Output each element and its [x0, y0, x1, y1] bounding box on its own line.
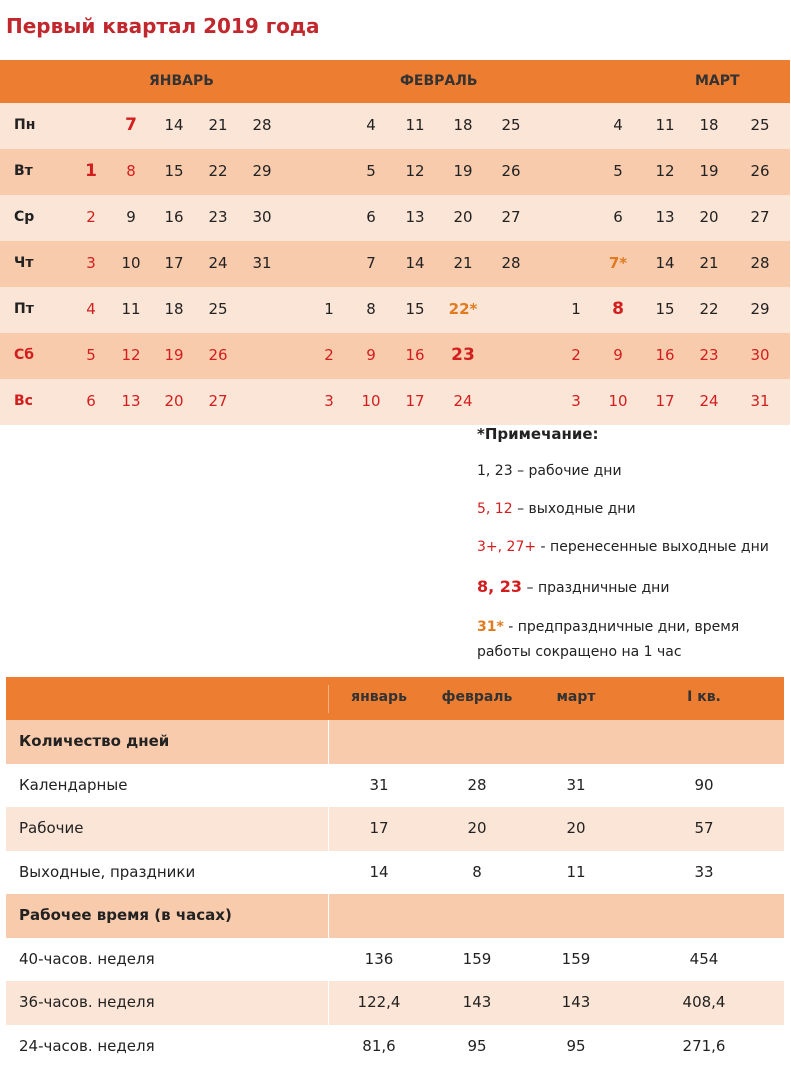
calendar-day: 5 — [613, 162, 623, 180]
calendar-day: 8 — [126, 162, 136, 180]
calendar-day: 20 — [453, 208, 473, 226]
legend-pre-holiday-nums: 31* — [477, 619, 504, 635]
calendar-day: 27 — [501, 208, 521, 226]
summary-cell: 81,6 — [362, 1036, 396, 1055]
page-title: Первый квартал 2019 года — [6, 14, 320, 38]
summary-cell: 20 — [566, 819, 586, 837]
weekday-label: Вс — [14, 393, 33, 409]
legend-weekend-nums: 5, 12 — [477, 501, 513, 517]
summary-row — [6, 981, 784, 1025]
calendar-day: 16 — [655, 346, 675, 364]
legend-working-nums: 1, 23 — [477, 463, 513, 479]
calendar-day: 20 — [699, 208, 719, 226]
calendar-day: 14 — [405, 254, 425, 272]
calendar-day: 9 — [366, 346, 376, 364]
calendar-day: 19 — [453, 162, 473, 180]
calendar-day: 25 — [208, 300, 228, 318]
column-divider — [328, 1025, 329, 1069]
summary-cell: 271,6 — [682, 1036, 726, 1055]
calendar-day: 31 — [750, 392, 770, 410]
legend-pre-holiday — [477, 615, 777, 665]
calendar-day: 23 — [699, 346, 719, 364]
calendar-day: 8 — [612, 299, 624, 319]
calendar-day: 21 — [208, 116, 228, 134]
calendar-day: 31 — [252, 254, 272, 272]
calendar-day: 3 — [86, 254, 96, 272]
summary-section-row — [6, 720, 784, 764]
summary-cell: 408,4 — [682, 993, 726, 1011]
weekday-label: Вт — [14, 163, 33, 179]
summary-row-label: Рабочие — [19, 819, 84, 837]
calendar-day: 22 — [699, 300, 719, 318]
col-march: март — [556, 689, 596, 705]
summary-cell: 95 — [467, 1036, 487, 1055]
calendar-row — [0, 379, 790, 425]
calendar — [0, 60, 790, 425]
legend-heading: *Примечание: — [477, 425, 599, 443]
calendar-day: 15 — [655, 300, 675, 318]
calendar-day: 28 — [252, 116, 272, 134]
calendar-day: 3 — [324, 392, 334, 410]
calendar-day: 30 — [252, 208, 272, 226]
column-divider — [328, 938, 329, 982]
column-divider — [328, 807, 329, 851]
calendar-day: 1 — [85, 161, 97, 181]
calendar-day: 9 — [613, 346, 623, 364]
month-february: ФЕВРАЛЬ — [400, 73, 478, 89]
calendar-day: 10 — [361, 392, 381, 410]
calendar-day: 24 — [699, 392, 719, 410]
legend-holiday — [477, 577, 669, 596]
calendar-day: 13 — [121, 392, 141, 410]
calendar-day: 17 — [655, 392, 675, 410]
calendar-day: 19 — [699, 162, 719, 180]
month-january: ЯНВАРЬ — [149, 73, 214, 89]
summary-row — [6, 1025, 784, 1069]
header-divider — [328, 685, 329, 713]
summary-row-label: Рабочее время (в часах) — [19, 906, 232, 924]
summary-row-label: 24-часов. неделя — [19, 1036, 155, 1055]
legend-moved-text: - перенесенные выходные дни — [536, 539, 769, 555]
calendar-day: 25 — [750, 116, 770, 134]
summary-cell: 28 — [467, 775, 487, 794]
calendar-day: 6 — [613, 208, 623, 226]
col-february: февраль — [441, 689, 513, 705]
summary-body — [6, 720, 784, 1068]
calendar-day: 28 — [750, 254, 770, 272]
calendar-day: 26 — [208, 346, 228, 364]
summary-cell: 14 — [369, 862, 389, 881]
calendar-day: 23 — [451, 345, 475, 365]
calendar-day: 24 — [208, 254, 228, 272]
column-divider — [328, 720, 329, 764]
calendar-day: 2 — [86, 208, 96, 226]
column-divider — [328, 894, 329, 938]
calendar-day: 4 — [613, 116, 623, 134]
calendar-day: 27 — [208, 392, 228, 410]
summary-cell: 122,4 — [357, 993, 401, 1011]
calendar-day: 15 — [164, 162, 184, 180]
summary-cell: 159 — [462, 949, 492, 968]
calendar-day: 12 — [655, 162, 675, 180]
calendar-day: 7* — [608, 254, 628, 272]
calendar-day: 4 — [86, 300, 96, 318]
summary-cell: 454 — [689, 949, 719, 968]
calendar-day: 16 — [164, 208, 184, 226]
calendar-day: 6 — [366, 208, 376, 226]
calendar-day: 15 — [405, 300, 425, 318]
summary-cell: 17 — [369, 819, 389, 837]
summary-cell: 31 — [369, 775, 389, 794]
calendar-day: 22* — [448, 300, 478, 318]
calendar-day: 5 — [366, 162, 376, 180]
calendar-day: 18 — [164, 300, 184, 318]
legend-holiday-nums: 8, 23 — [477, 577, 523, 596]
summary-header — [6, 677, 784, 720]
month-march: МАРТ — [695, 73, 740, 89]
weekday-label: Ср — [14, 209, 35, 225]
calendar-day: 9 — [126, 208, 136, 226]
calendar-day: 28 — [501, 254, 521, 272]
calendar-day: 26 — [501, 162, 521, 180]
summary-row — [6, 938, 784, 982]
calendar-day: 11 — [121, 300, 141, 318]
column-divider — [328, 981, 329, 1025]
summary-row — [6, 764, 784, 808]
calendar-day: 11 — [405, 116, 425, 134]
calendar-day: 27 — [750, 208, 770, 226]
calendar-day: 17 — [164, 254, 184, 272]
calendar-day: 26 — [750, 162, 770, 180]
calendar-row — [0, 195, 790, 241]
calendar-day: 4 — [366, 116, 376, 134]
calendar-day: 13 — [655, 208, 675, 226]
legend-weekend-text: – выходные дни — [512, 501, 636, 517]
calendar-row — [0, 149, 790, 195]
calendar-day: 10 — [608, 392, 628, 410]
calendar-day: 14 — [655, 254, 675, 272]
summary-cell: 136 — [364, 949, 394, 968]
calendar-day: 16 — [405, 346, 425, 364]
summary-cell: 57 — [694, 819, 714, 837]
summary-cell: 95 — [566, 1036, 586, 1055]
summary-row-label: Количество дней — [19, 732, 170, 750]
calendar-day: 29 — [750, 300, 770, 318]
calendar-day: 2 — [571, 346, 581, 364]
calendar-body — [0, 103, 790, 425]
calendar-day: 3 — [571, 392, 581, 410]
calendar-day: 5 — [86, 346, 96, 364]
summary-row-label: Выходные, праздники — [19, 862, 196, 881]
calendar-day: 12 — [121, 346, 141, 364]
column-divider — [328, 851, 329, 895]
weekday-label: Пт — [14, 301, 34, 317]
calendar-row — [0, 241, 790, 287]
summary-cell: 90 — [694, 775, 714, 794]
calendar-day: 21 — [453, 254, 473, 272]
calendar-day: 7 — [125, 115, 137, 135]
legend-weekend — [477, 501, 636, 517]
calendar-row — [0, 103, 790, 149]
legend — [477, 425, 789, 660]
summary-cell: 31 — [566, 775, 586, 794]
summary-table — [6, 677, 784, 1068]
calendar-day: 7 — [366, 254, 376, 272]
calendar-row — [0, 287, 790, 333]
calendar-day: 8 — [366, 300, 376, 318]
summary-row-label: 40-часов. неделя — [19, 949, 155, 968]
calendar-day: 25 — [501, 116, 521, 134]
legend-pre-holiday-text: - предпраздничные дни, время работы сокращено на 1 час — [477, 619, 740, 660]
calendar-day: 22 — [208, 162, 228, 180]
col-quarter: I кв. — [687, 689, 721, 705]
summary-cell: 159 — [561, 949, 591, 968]
col-january: январь — [351, 689, 407, 705]
summary-cell: 143 — [462, 993, 492, 1011]
legend-working-text: – рабочие дни — [512, 463, 622, 479]
calendar-day: 13 — [405, 208, 425, 226]
weekday-label: Чт — [14, 255, 34, 271]
summary-row — [6, 851, 784, 895]
weekday-label: Пн — [14, 117, 36, 133]
column-divider — [328, 764, 329, 808]
legend-working — [477, 463, 622, 479]
summary-cell: 20 — [467, 819, 487, 837]
summary-cell: 11 — [566, 862, 586, 881]
calendar-day: 23 — [208, 208, 228, 226]
calendar-day: 12 — [405, 162, 425, 180]
summary-cell: 33 — [694, 862, 714, 881]
summary-row-label: Календарные — [19, 775, 128, 794]
summary-cell: 8 — [472, 862, 482, 881]
calendar-day: 10 — [121, 254, 141, 272]
summary-cell: 143 — [561, 993, 591, 1011]
summary-row — [6, 807, 784, 851]
calendar-day: 1 — [571, 300, 581, 318]
calendar-day: 1 — [324, 300, 334, 318]
calendar-day: 19 — [164, 346, 184, 364]
legend-holiday-text: – праздничные дни — [522, 580, 670, 596]
calendar-day: 21 — [699, 254, 719, 272]
summary-section-row — [6, 894, 784, 938]
calendar-day: 20 — [164, 392, 184, 410]
calendar-day: 11 — [655, 116, 675, 134]
calendar-day: 30 — [750, 346, 770, 364]
calendar-day: 18 — [699, 116, 719, 134]
calendar-row — [0, 333, 790, 379]
calendar-day: 2 — [324, 346, 334, 364]
calendar-day: 24 — [453, 392, 473, 410]
calendar-day: 17 — [405, 392, 425, 410]
legend-moved-nums: 3+, 27+ — [477, 539, 537, 555]
calendar-day: 14 — [164, 116, 184, 134]
calendar-day: 6 — [86, 392, 96, 410]
weekday-label: Сб — [14, 347, 35, 363]
calendar-header — [0, 60, 790, 103]
summary-row-label: 36-часов. неделя — [19, 993, 155, 1011]
calendar-day: 18 — [453, 116, 473, 134]
calendar-day: 29 — [252, 162, 272, 180]
legend-moved — [477, 539, 769, 555]
